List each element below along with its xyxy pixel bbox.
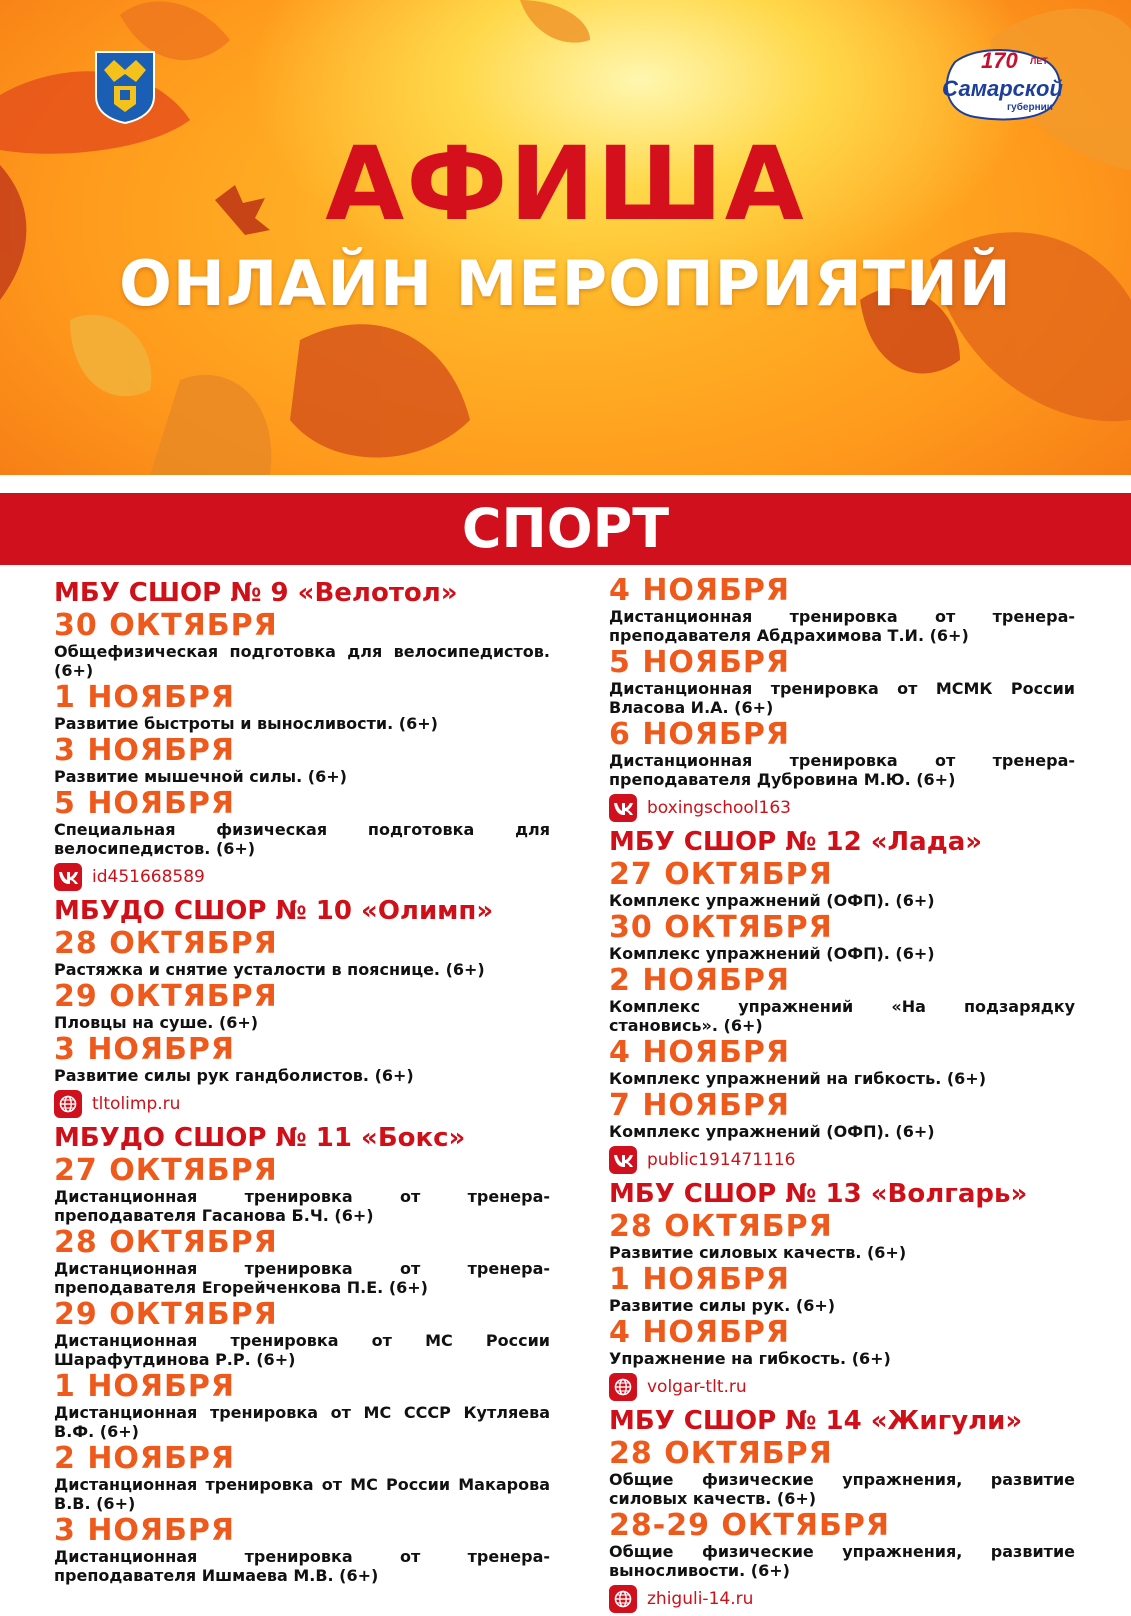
event-description: Специальная физическая подготовка для велосипедистов. (6+) — [54, 820, 550, 858]
event-date: 2 НОЯБРЯ — [609, 963, 790, 998]
event-date: 28-29 ОКТЯБРЯ — [609, 1508, 890, 1543]
vk-icon — [609, 1146, 637, 1174]
organization-block — [54, 577, 550, 893]
social-link-text[interactable]: boxingschool163 — [647, 798, 791, 818]
left-column — [54, 575, 550, 1587]
event-description: Дистанционная тренировка от тренера-преподавателя Ишмаева М.В. (6+) — [54, 1547, 550, 1585]
social-link-text[interactable]: public191471116 — [647, 1150, 796, 1170]
event-description: Пловцы на суше. (6+) — [54, 1013, 259, 1032]
event-date: 2 НОЯБРЯ — [54, 1441, 235, 1476]
event-description: Дистанционная тренировка от тренера-преподавателя Дубровина М.Ю. (6+) — [609, 751, 1075, 789]
anniversary-logo — [935, 42, 1070, 124]
event-date: 28 ОКТЯБРЯ — [54, 926, 278, 961]
event-description: Дистанционная тренировка от тренера-преподавателя Егорейченкова П.Е. (6+) — [54, 1259, 550, 1297]
event-date: 7 НОЯБРЯ — [609, 1088, 790, 1123]
event-description: Растяжка и снятие усталости в пояснице. (6+) — [54, 960, 485, 979]
event-description: Дистанционная тренировка от МС России Макарова В.В. (6+) — [54, 1475, 550, 1513]
event-date: 28 ОКТЯБРЯ — [54, 1225, 278, 1260]
event-date: 6 НОЯБРЯ — [609, 717, 790, 752]
header-banner — [0, 0, 1131, 475]
right-column — [609, 575, 1075, 1616]
section-band-sport: СПОРТ — [0, 493, 1131, 565]
event-date: 5 НОЯБРЯ — [54, 786, 235, 821]
social-link-text[interactable]: id451668589 — [92, 867, 205, 887]
globe-icon — [54, 1090, 82, 1118]
event-description: Развитие силы рук. (6+) — [609, 1296, 836, 1315]
event-date: 3 НОЯБРЯ — [54, 1513, 235, 1548]
event-description: Дистанционная тренировка от МС СССР Кутляева В.Ф. (6+) — [54, 1403, 550, 1441]
page-title: АФИША — [325, 125, 806, 244]
event-date: 27 ОКТЯБРЯ — [54, 1153, 278, 1188]
event-date: 3 НОЯБРЯ — [54, 1032, 235, 1067]
event-date: 4 НОЯБРЯ — [609, 1035, 790, 1070]
vk-icon — [54, 863, 82, 891]
event-description: Развитие силы рук гандболистов. (6+) — [54, 1066, 414, 1085]
event-description: Дистанционная тренировка от тренера-преподавателя Гасанова Б.Ч. (6+) — [54, 1187, 550, 1225]
event-date: 30 ОКТЯБРЯ — [609, 910, 833, 945]
organization-title: МБУ СШОР № 13 «Волгарь» — [609, 1179, 1028, 1209]
anniversary-sub: губернии — [1007, 102, 1053, 113]
event-description: Дистанционная тренировка от МСМК России Власова И.А. (6+) — [609, 679, 1075, 717]
organization-block — [609, 826, 1075, 1176]
event-description: Развитие силовых качеств. (6+) — [609, 1243, 907, 1262]
city-emblem-icon — [94, 50, 156, 124]
organization-title: МБУ СШОР № 9 «Велотол» — [54, 578, 458, 608]
event-date: 29 ОКТЯБРЯ — [54, 1297, 278, 1332]
organization-title: МБУ СШОР № 12 «Лада» — [609, 827, 983, 857]
social-link-text[interactable]: zhiguli-14.ru — [647, 1589, 754, 1609]
event-description: Дистанционная тренировка от тренера-преподавателя Абдрахимова Т.И. (6+) — [609, 607, 1075, 645]
anniversary-word: Самарской — [942, 76, 1063, 101]
organization-block — [609, 1178, 1075, 1403]
organization-block — [54, 1122, 550, 1585]
organization-title: МБУДО СШОР № 11 «Бокс» — [54, 1123, 466, 1153]
organization-block — [54, 895, 550, 1120]
organization-title: МБУ СШОР № 14 «Жигули» — [609, 1406, 1023, 1436]
event-description: Комплекс упражнений на гибкость. (6+) — [609, 1069, 986, 1088]
social-link[interactable] — [54, 861, 550, 893]
social-link[interactable] — [609, 792, 1075, 824]
event-description: Дистанционная тренировка от МС России Шарафутдинова Р.Р. (6+) — [54, 1331, 550, 1369]
event-date: 1 НОЯБРЯ — [54, 1369, 235, 1404]
event-date: 4 НОЯБРЯ — [609, 1315, 790, 1350]
event-description: Общие физические упражнения, развитие силовых качеств. (6+) — [609, 1470, 1075, 1508]
social-link[interactable] — [609, 1144, 1075, 1176]
event-date: 29 ОКТЯБРЯ — [54, 979, 278, 1014]
social-link-text[interactable]: volgar-tlt.ru — [647, 1377, 747, 1397]
social-link[interactable] — [609, 1583, 1075, 1615]
event-date: 28 ОКТЯБРЯ — [609, 1436, 833, 1471]
event-description: Комплекс упражнений (ОФП). (6+) — [609, 891, 935, 910]
event-date: 28 ОКТЯБРЯ — [609, 1209, 833, 1244]
globe-icon — [609, 1373, 637, 1401]
event-date: 30 ОКТЯБРЯ — [54, 608, 278, 643]
organization-block — [609, 575, 1075, 824]
event-date: 1 НОЯБРЯ — [609, 1262, 790, 1297]
event-description: Развитие быстроты и выносливости. (6+) — [54, 714, 438, 733]
anniversary-number: 170 — [981, 48, 1018, 73]
event-description: Комплекс упражнений (ОФП). (6+) — [609, 1122, 935, 1141]
event-description: Общефизическая подготовка для велосипедистов. (6+) — [54, 642, 550, 680]
event-description: Комплекс упражнений «На подзарядку становись». (6+) — [609, 997, 1075, 1035]
event-date: 27 ОКТЯБРЯ — [609, 857, 833, 892]
event-description: Развитие мышечной силы. (6+) — [54, 767, 347, 786]
event-date: 5 НОЯБРЯ — [609, 645, 790, 680]
social-link[interactable] — [54, 1088, 550, 1120]
organization-title: МБУДО СШОР № 10 «Олимп» — [54, 896, 494, 926]
vk-icon — [609, 794, 637, 822]
event-description: Упражнение на гибкость. (6+) — [609, 1349, 891, 1368]
event-date: 1 НОЯБРЯ — [54, 680, 235, 715]
social-link[interactable] — [609, 1371, 1075, 1403]
event-description: Комплекс упражнений (ОФП). (6+) — [609, 944, 935, 963]
page-subtitle: ОНЛАЙН МЕРОПРИЯТИЙ — [119, 247, 1012, 320]
event-date: 3 НОЯБРЯ — [54, 733, 235, 768]
organization-block — [609, 1405, 1075, 1615]
social-link-text[interactable]: tltolimp.ru — [92, 1094, 181, 1114]
event-date: 4 НОЯБРЯ — [609, 573, 790, 608]
globe-icon — [609, 1585, 637, 1613]
anniversary-years: ЛЕТ — [1030, 56, 1048, 66]
event-description: Общие физические упражнения, развитие выносливости. (6+) — [609, 1542, 1075, 1580]
